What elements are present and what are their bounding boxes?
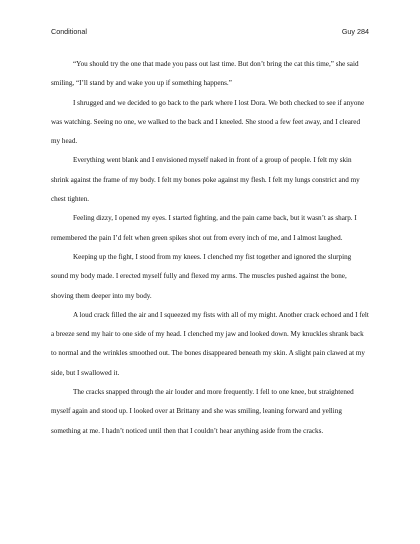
paragraph: The cracks snapped through the air louder and more frequently. I fell to one knee, but straightened myself again and stood up. I looked over at Brittany and she was smiling, leaning forward and yelling something at me. I hadn’t noticed until then that I couldn’t hear anything aside from the cracks. — [51, 388, 354, 435]
body-text — [51, 55, 369, 441]
running-header — [51, 26, 369, 38]
header-page-number: Guy 284 — [341, 27, 369, 36]
paragraph: Feeling dizzy, I opened my eyes. I started fighting, and the pain came back, but it wasn’t as sharp. I remembered the pain I’d felt when green spikes shot out from every inch of me, and I almost laughed. — [51, 214, 357, 242]
paragraph: I shrugged and we decided to go back to the park where I lost Dora. We both checked to see if anyone was watching. Seeing no one, we walked to the back and I kneeled. She stood a few feet away, and I cleared my head. — [51, 98, 365, 146]
paragraph: “You should try the one that made you pass out last time. But don’t bring the cat this time,” she said smiling, “I’ll stand by and wake you up if something happens.” — [51, 60, 359, 88]
paragraph: A loud crack filled the air and I squeezed my fists with all of my might. Another crack echoed and I felt a breeze send my hair to one side of my head. I clenched my jaw and looked down. My knuckles shrank back to normal and the wrinkles smoothed out. The bones disappeared beneath my skin. A slight pain clawed at my side, but I swallowed it. — [51, 310, 369, 377]
paragraph: Keeping up the fight, I stood from my knees. I clenched my fist together and ignored the slurping sound my body made. I erected myself fully and flexed my arms. The muscles pushed against the bone, shoving them deeper into my body. — [51, 252, 352, 300]
paragraph: Everything went blank and I envisioned myself naked in front of a group of people. I felt my skin shrink against the frame of my body. I felt my bones poke against my flesh. I felt my lungs constrict and my chest tighten. — [51, 156, 360, 204]
header-title: Conditional — [51, 27, 87, 36]
